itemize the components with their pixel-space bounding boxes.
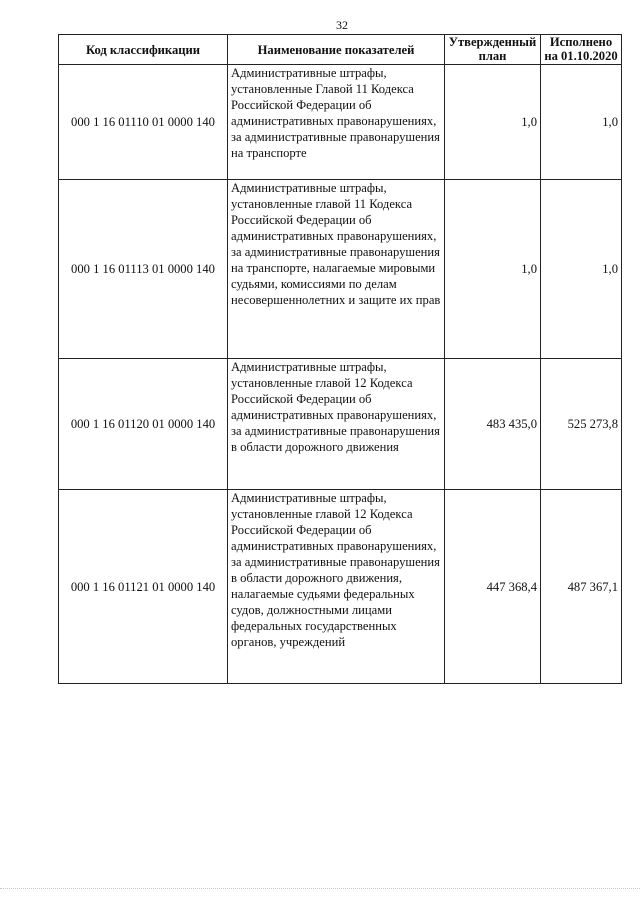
table-row [59,65,622,180]
executed-amount: 1,0 [541,180,622,359]
table-header-row [59,35,622,65]
classification-code: 000 1 16 01113 01 0000 140 [59,180,228,359]
classification-code: 000 1 16 01121 01 0000 140 [59,490,228,684]
header-executed: Исполнено на 01.10.2020 [541,35,622,65]
revenue-table [58,34,622,684]
planned-amount: 1,0 [445,180,541,359]
indicator-name: Административные штрафы, установленные Главой 11 Кодекса Российской Федерации об административных правонарушениях, за административные правонарушения на транспорте [228,65,445,180]
page-number: 32 [336,18,348,32]
indicator-name: Административные штрафы, установленные главой 12 Кодекса Российской Федерации об административных правонарушениях, за административные правонарушения в области дорожного движения [228,359,445,490]
planned-amount: 447 368,4 [445,490,541,684]
classification-code: 000 1 16 01110 01 0000 140 [59,65,228,180]
header-name: Наименование показателей [228,35,445,65]
indicator-name: Административные штрафы, установленные главой 12 Кодекса Российской Федерации об административных правонарушениях, за административные правонарушения в области дорожного движения, налагаемые судьями федеральных судов, должностными лицами федеральных государственных органов, учреждений [228,490,445,684]
executed-amount: 487 367,1 [541,490,622,684]
indicator-name: Административные штрафы, установленные главой 11 Кодекса Российской Федерации об административных правонарушениях, за административные правонарушения на транспорте, налагаемые мировыми судьями, комиссиями по делам несовершеннолетних и защите их прав [228,180,445,359]
table-row [59,490,622,684]
table-row [59,180,622,359]
header-plan: Утвержденный план [445,35,541,65]
planned-amount: 1,0 [445,65,541,180]
header-code: Код классификации [59,35,228,65]
planned-amount: 483 435,0 [445,359,541,490]
scan-edge-marks [0,884,640,889]
executed-amount: 1,0 [541,65,622,180]
executed-amount: 525 273,8 [541,359,622,490]
classification-code: 000 1 16 01120 01 0000 140 [59,359,228,490]
table-row [59,359,622,490]
